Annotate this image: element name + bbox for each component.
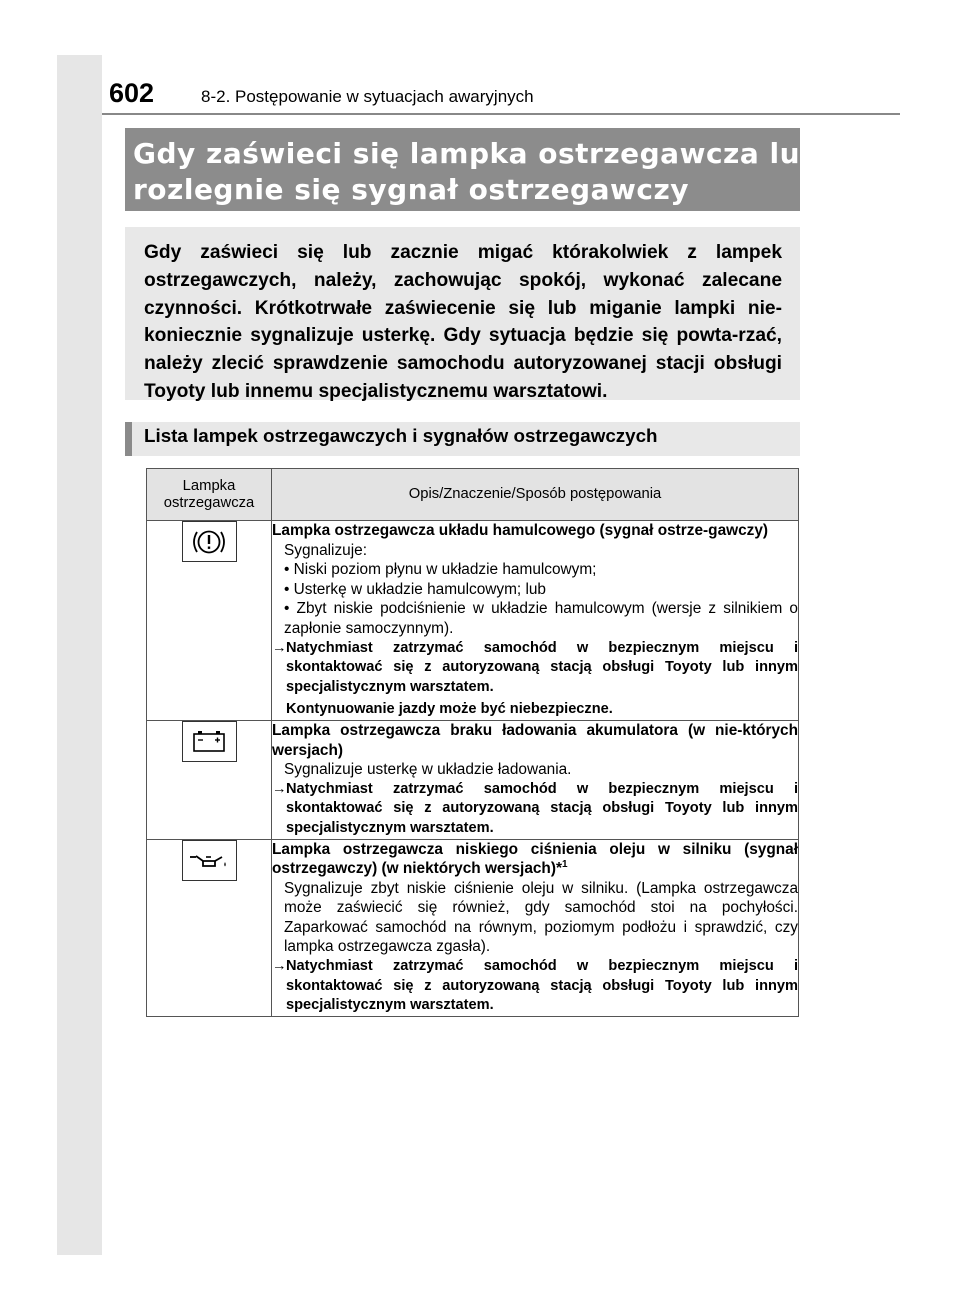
- action-text: Natychmiast zatrzymać samochód w bezpiecznym miejscu i skontaktować się z autoryzowaną stacją obsługi Toyoty lub innym specjalistycznym warsztatem.: [286, 639, 798, 695]
- row-title: [272, 840, 798, 879]
- side-strip: [57, 55, 102, 1255]
- icon-cell: [147, 521, 272, 721]
- brake-warning-icon: [182, 521, 237, 562]
- icon-cell: [147, 720, 272, 839]
- row-description: Sygnalizuje usterkę w układzie ładowania.: [284, 761, 572, 779]
- action-text: Natychmiast zatrzymać samochód w bezpiecznym miejscu i skontaktować się z autoryzowaną stacją obsługi Toyoty lub innym specjalistycznym warsztatem.: [286, 958, 798, 1014]
- arrow-icon: →: [272, 639, 287, 656]
- warning-lights-table: [146, 468, 799, 1017]
- subheading-banner: [125, 422, 800, 456]
- row-description: Sygnalizuje zbyt niskie ciśnienie oleju w silniku. (Lampka ostrzegawcza może zaświecić się również, gdy samochód stoi na pochyłości. Zaparkować samochód na równym, poziomym podłożu i sprawdzić, czy lampka ostrzegawcza zgasła).: [284, 879, 798, 956]
- table-header-row: [147, 469, 799, 521]
- title-banner: [125, 128, 821, 211]
- page-number: 602: [109, 78, 155, 108]
- intro-text: Gdy zaświeci się lub zacznie migać którakolwiek z lampek ostrzegawczych, należy, zachowując spokój, wykonać zalecane czynności. Krótkotrwałe zaświecenie się lub miganie lampki nie-koniecznie sygnalizuje usterkę. Gdy sytuacja będzie się powta-rzać, należy zlecić sprawdzenie samochodu autoryzowanej stacji obsługi Toyoty lub innemu specjalistycznemu warsztatowi.: [144, 242, 782, 402]
- table-row: [147, 521, 799, 721]
- table-row: [147, 720, 799, 839]
- battery-charging-icon: [182, 721, 237, 762]
- action-instruction: [272, 780, 798, 839]
- row-title: Lampka ostrzegawcza układu hamulcowego (sygnał ostrze-gawczy): [272, 522, 769, 539]
- row-title: Lampka ostrzegawcza braku ładowania akumulatora (w nie-których wersjach): [272, 721, 798, 759]
- title-line-2: rozlegnie się sygnał ostrzegawczy: [133, 173, 690, 206]
- list-item: • Usterkę w układzie hamulcowym; lub: [284, 580, 546, 598]
- intro-box: [125, 227, 800, 400]
- section-label: 8-2. Postępowanie w sytuacjach awaryjnych: [201, 87, 534, 106]
- arrow-icon: →: [272, 780, 287, 797]
- action-instruction: [272, 639, 798, 698]
- col-header-light: Lampka ostrzegawcza: [147, 469, 272, 521]
- table-row: [147, 839, 799, 1016]
- header-rule: [102, 113, 900, 115]
- description-cell: [272, 720, 799, 839]
- description-cell: [272, 521, 799, 721]
- action-text: Natychmiast zatrzymać samochód w bezpiecznym miejscu i skontaktować się z autoryzowaną stacją obsługi Toyoty lub innym specjalistycznym warsztatem.: [286, 780, 798, 836]
- col-header-description: Opis/Znaczenie/Sposób postępowania: [272, 469, 799, 521]
- arrow-icon: →: [272, 958, 287, 975]
- list-item: • Niski poziom płynu w układzie hamulcowym;: [284, 561, 597, 579]
- oil-pressure-icon: [182, 840, 237, 881]
- action-instruction: [272, 957, 798, 1016]
- list-item: • Zbyt niskie podciśnienie w układzie hamulcowym (wersje z silnikiem o zapłonie samoczynnym).: [284, 600, 798, 637]
- description-cell: [272, 839, 799, 1016]
- icon-cell: [147, 839, 272, 1016]
- subheading: Lista lampek ostrzegawczych i sygnałów ostrzegawczych: [144, 425, 658, 446]
- row-title-text: Lampka ostrzegawcza niskiego ciśnienia oleju w silniku (sygnał ostrzegawczy) (w niektórych wersjach)*: [272, 840, 798, 878]
- signals-intro: Sygnalizuje:: [284, 541, 367, 559]
- title-line-1: Gdy zaświeci się lampka ostrzegawcza lub: [133, 137, 821, 170]
- warning-text: Kontynuowanie jazdy może być niebezpieczne.: [286, 701, 613, 718]
- footnote-marker: 1: [561, 858, 568, 870]
